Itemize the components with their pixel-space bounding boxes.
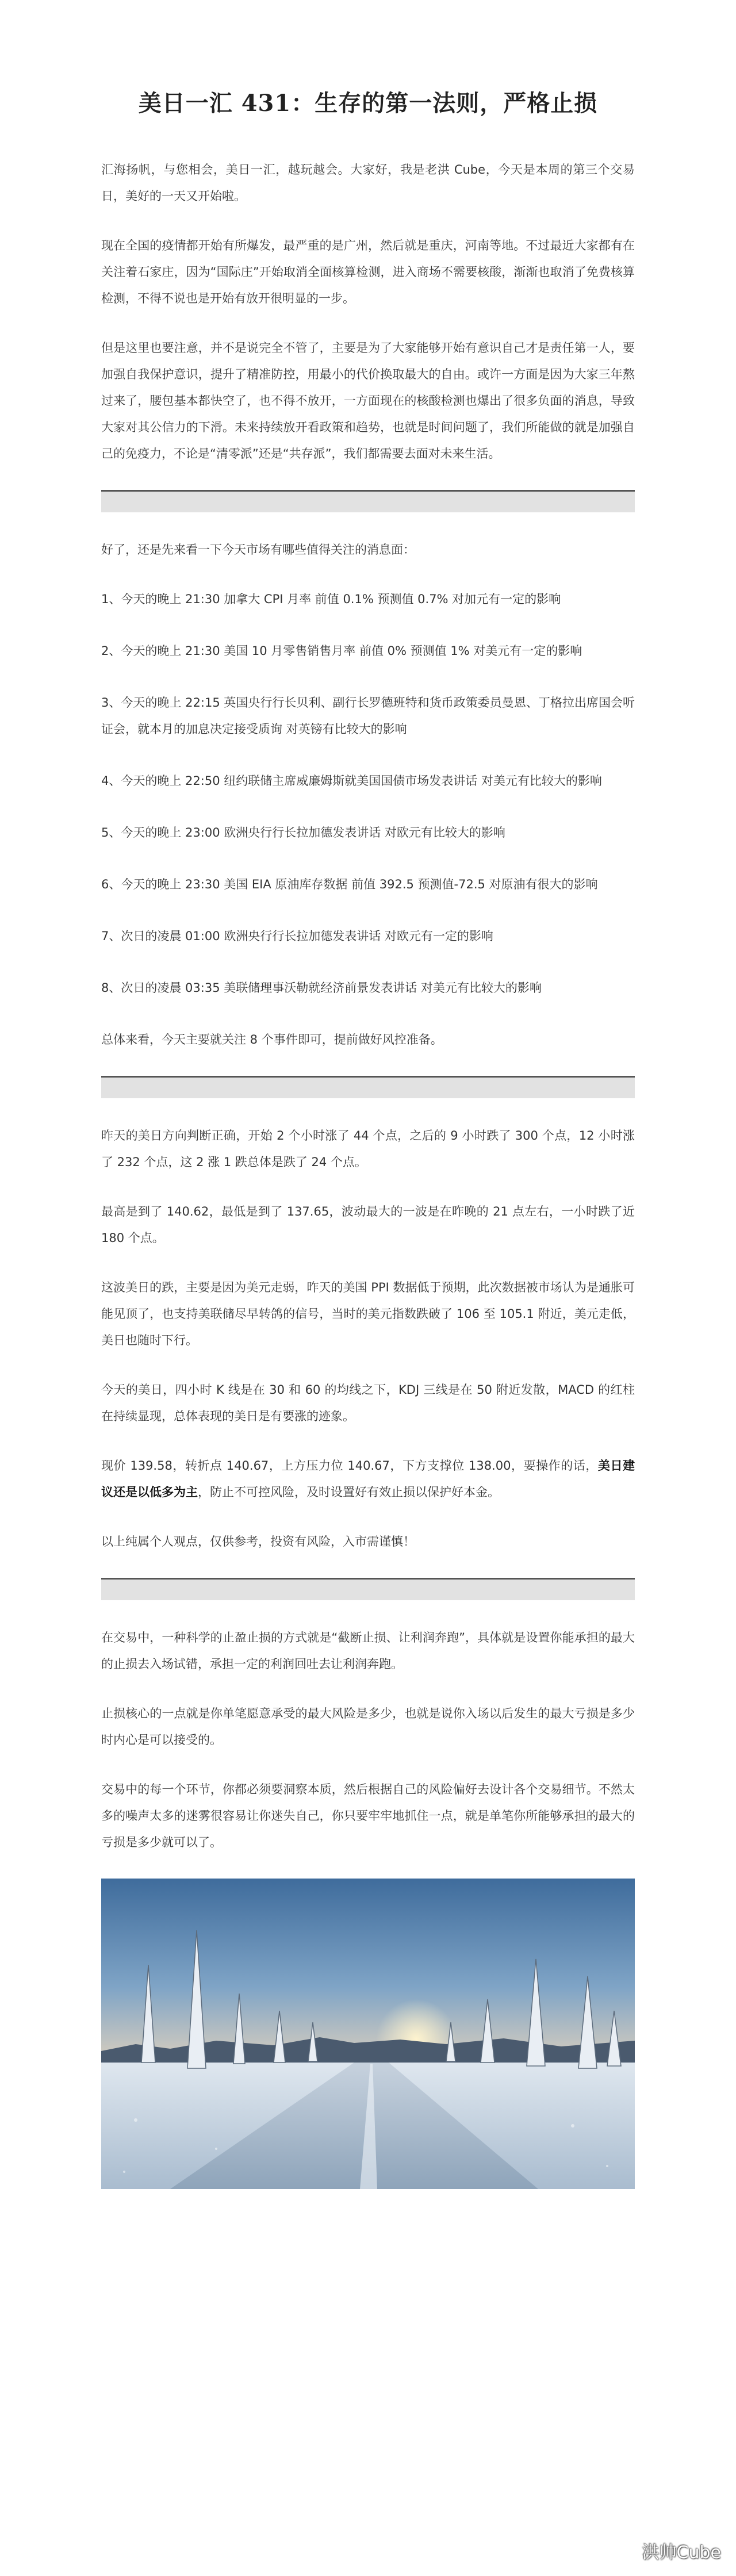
section-divider-2 xyxy=(101,1076,635,1098)
event-item-4: 4、今天的晚上 22:50 纽约联储主席威廉姆斯就美国国债市场发表讲话 对美元有比较大的影响 xyxy=(101,774,602,788)
event-item-7: 7、次日的凌晨 01:00 欧洲央行行长拉加德发表讲话 对欧元有一定的影响 xyxy=(101,929,493,943)
intro-paragraph-3: 但是这里也要注意，并不是说完全不管了，主要是为了大家能够开始有意识自己才是责任第一人，要加强自我保护意识，提升了精准防控，用最小的代价换取最大的自由。或许一方面是因为大家三年熬过来了，腰包基本都快空了，也不得不放开，一方面现在的核酸检测也爆出了很多负面的消息，导致大家对其公信力的下滑。未来持续放开看政策和趋势，也就是时间问题了，我们所能做的就是加强自己的免疫力，不论是“清零派”还是“共存派”，我们都需要去面对未来生活。 xyxy=(101,341,635,461)
lesson-paragraph-3: 交易中的每一个环节，你都必须要洞察本质，然后根据自己的风险偏好去设计各个交易细节。不然太多的噪声太多的迷雾很容易让你迷失自己，你只要牢牢地抓住一点，就是单笔你所能够承担的最大的亏损是多少就可以了。 xyxy=(101,1782,635,1849)
disclaimer: 以上纯属个人观点，仅供参考，投资有风险，入市需谨慎！ xyxy=(101,1535,415,1548)
winter-road-photo xyxy=(101,1879,635,2189)
analysis-paragraph-4: 今天的美日，四小时 K 线是在 30 和 60 的均线之下，KDJ 三线是在 50 附近发散，MACD 的红柱在持续显现，总体表现的美日是有要涨的迹象。 xyxy=(101,1383,635,1423)
intro-paragraph-1: 汇海扬帆，与您相会，美日一汇，越玩越会。大家好，我是老洪 Cube，今天是本周的第三个交易日，美好的一天又开始啦。 xyxy=(101,163,635,203)
section-divider-1 xyxy=(101,490,635,512)
advice-suffix: ，防止不可控风险，及时设置好有效止损以保护好本金。 xyxy=(198,1485,500,1499)
analysis-paragraph-3: 这波美日的跌，主要是因为美元走弱，昨天的美国 PPI 数据低于预期，此次数据被市场认为是通胀可能见顶了，也支持美联储尽早转鸽的信号，当时的美元指数跌破了 106 至 105.1 附近，美元走低，美日也随时下行。 xyxy=(101,1281,635,1347)
article-title: 美日一汇 431：生存的第一法则，严格止损 xyxy=(138,90,598,117)
event-item-2: 2、今天的晚上 21:30 美国 10 月零售销售月率 前值 0% 预测值 1% 对美元有一定的影响 xyxy=(101,644,582,658)
advice-prefix: 现价 139.58，转折点 140.67，上方压力位 140.67，下方支撑位 138.00，要操作的话， xyxy=(101,1459,598,1473)
weibo-logo-icon xyxy=(618,2542,639,2559)
advice-highlight: 美日建议还是以低多为主 xyxy=(101,1459,635,1499)
analysis-paragraph-2: 最高是到了 140.62，最低是到了 137.65，波动最大的一波是在昨晚的 21 点左右，一小时跌了近 180 个点。 xyxy=(101,1205,635,1245)
event-item-3: 3、今天的晚上 22:15 英国央行行长贝利、副行长罗德班特和货币政策委员曼恩、丁格拉出席国会听证会，就本月的加息决定接受质询 对英镑有比较大的影响 xyxy=(101,696,635,736)
article-body xyxy=(101,156,635,2189)
advice-paragraph xyxy=(101,1452,635,1505)
section-divider-3 xyxy=(101,1578,635,1600)
intro-paragraph-2: 现在全国的疫情都开始有所爆发，最严重的是广州，然后就是重庆，河南等地。不过最近大家都有在关注着石家庄，因为“国际庄”开始取消全面核算检测，进入商场不需要核酸，渐渐也取消了免费核算检测，不得不说也是开始有放开很明显的一步。 xyxy=(101,239,635,305)
event-item-6: 6、今天的晚上 23:30 美国 EIA 原油库存数据 前值 392.5 预测值-72.5 对原油有很大的影响 xyxy=(101,877,598,891)
watermark-text: 洪帅Cube xyxy=(642,2543,721,2563)
events-intro: 好了，还是先来看一下今天市场有哪些值得关注的消息面： xyxy=(101,543,415,557)
analysis-paragraph-1: 昨天的美日方向判断正确，开始 2 个小时涨了 44 个点，之后的 9 小时跌了 300 个点，12 小时涨了 232 个点，这 2 涨 1 跌总体是跌了 24 个点。 xyxy=(101,1129,635,1169)
event-item-1: 1、今天的晚上 21:30 加拿大 CPI 月率 前值 0.1% 预测值 0.7% 对加元有一定的影响 xyxy=(101,592,561,606)
event-item-5: 5、今天的晚上 23:00 欧洲央行行长拉加德发表讲话 对欧元有比较大的影响 xyxy=(101,826,505,839)
lesson-paragraph-2: 止损核心的一点就是你单笔愿意承受的最大风险是多少，也就是说你入场以后发生的最大亏损是多少时内心是可以接受的。 xyxy=(101,1707,635,1747)
events-summary: 总体来看，今天主要就关注 8 个事件即可，提前做好风控准备。 xyxy=(101,1033,443,1046)
event-item-8: 8、次日的凌晨 03:35 美联储理事沃勒就经济前景发表讲话 对美元有比较大的影响 xyxy=(101,981,542,995)
lesson-paragraph-1: 在交易中，一种科学的止盈止损的方式就是“截断止损、让利润奔跑”，具体就是设置你能承担的最大的止损去入场试错，承担一定的利润回吐去让利润奔跑。 xyxy=(101,1631,635,1671)
watermark xyxy=(618,2538,721,2563)
